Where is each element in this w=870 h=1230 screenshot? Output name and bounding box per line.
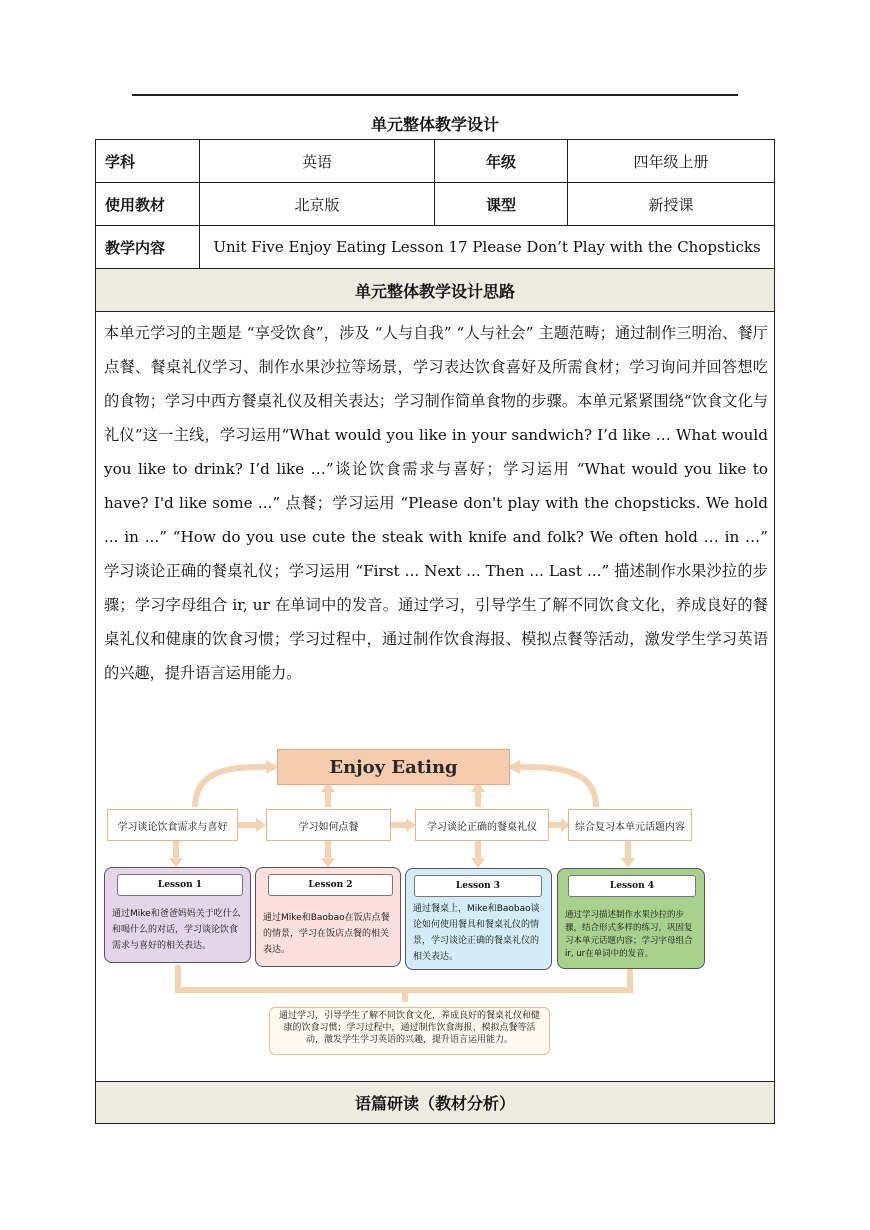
lesson-3-label: Lesson 3 (414, 875, 542, 897)
lesson-4-label: Lesson 4 (568, 875, 696, 897)
lesson-1-text: 通过Mike和爸爸妈妈关于吃什么和喝什么的对话，学习谈论饮食需求与喜好的相关表达。 (112, 909, 241, 951)
section-text-analysis-title: 语篇研读（教材分析） (96, 1082, 774, 1123)
lesson-3-card (405, 868, 552, 970)
diagram-title: Enjoy Eating (277, 749, 510, 785)
textbook-value: 北京版 (294, 195, 340, 214)
step-3-box: 学习谈论正确的餐桌礼仪 (415, 809, 549, 841)
subject-value: 英语 (301, 152, 332, 171)
textbook-label: 使用教材 (105, 195, 166, 214)
step-4-box: 综合复习本单元话题内容 (568, 809, 692, 841)
diagram-summary: 通过学习，引导学生了解不同饮食文化，养成良好的餐桌礼仪和健康的饮食习惯；学习过程中，通过制作饮食海报、模拟点餐等活动，激发学生学习英语的兴趣，提升语言运用能力。 (269, 1007, 550, 1055)
lesson-4-text: 通过学习描述制作水果沙拉的步骤，结合形式多样的练习，巩固复习本单元话题内容；学习字母组合ir, ur在单词中的发音。 (565, 910, 693, 959)
lesson-type-value: 新授课 (648, 195, 694, 214)
content-value: Unit Five Enjoy Eating Lesson 17 Please Don’t Play with the Chopsticks (213, 238, 761, 256)
document-title: 单元整体教学设计 (370, 115, 499, 134)
lesson-2-text: 通过Mike和Baobao在饭店点餐的情景，学习在饭店点餐的相关表达。 (263, 913, 390, 955)
step-2-box: 学习如何点餐 (266, 809, 391, 841)
lesson-4-card (557, 868, 705, 969)
lesson-3-text: 通过餐桌上，Mike和Baobao谈论如何使用餐具和餐桌礼仪的情景，学习谈论正确的餐桌礼仪的相关表达。 (413, 904, 540, 962)
subject-label: 学科 (105, 152, 136, 171)
lesson-2-label: Lesson 2 (268, 874, 393, 896)
lesson-1-label: Lesson 1 (117, 874, 243, 896)
grade-value: 四年级上册 (633, 152, 709, 171)
lesson-2-card (255, 867, 401, 967)
design-idea-text: 本单元学习的主题是 “享受饮食”，涉及 “人与自我” “人与社会” 主题范畴；通过制作三明治、餐厅点餐、餐桌礼仪学习、制作水果沙拉等场景，学习表达饮食喜好及所需食材；学习询问并回答想吃的食物；学习中西方餐桌礼仪及相关表达；学习制作简单食物的步骤。本单元紧紧围绕“饮食文化与礼仪”这一主线，学习运用“What would you like in your sandwich? I’d like … What would you like to drink? I’d like …”谈论饮食需求与喜好；学习运用 “What would you like to have? I'd like some ...” 点餐；学习运用 “Please don't play with the chopsticks. We hold ... in ...” “How do you use cute the steak with knife and folk? We often hold … in …” 学习谈论正确的餐桌礼仪；学习运用 “First ... Next ... Then ... Last ...” 描述制作水果沙拉的步骤；学习字母组合 ir, ur 在单词中的发音。通过学习，引导学生了解不同饮食文化，养成良好的餐桌礼仪和健康的饮食习惯；学习过程中，通过制作饮食海报、模拟点餐等活动，激发学生学习英语的兴趣，提升语言运用能力。 (104, 324, 768, 682)
grade-label: 年级 (485, 152, 516, 171)
lesson-1-card (104, 867, 251, 963)
lesson-type-label: 课型 (485, 195, 516, 214)
content-label: 教学内容 (105, 238, 166, 257)
step-1-box: 学习谈论饮食需求与喜好 (107, 809, 238, 841)
section-design-idea-title: 单元整体教学设计思路 (96, 269, 774, 311)
